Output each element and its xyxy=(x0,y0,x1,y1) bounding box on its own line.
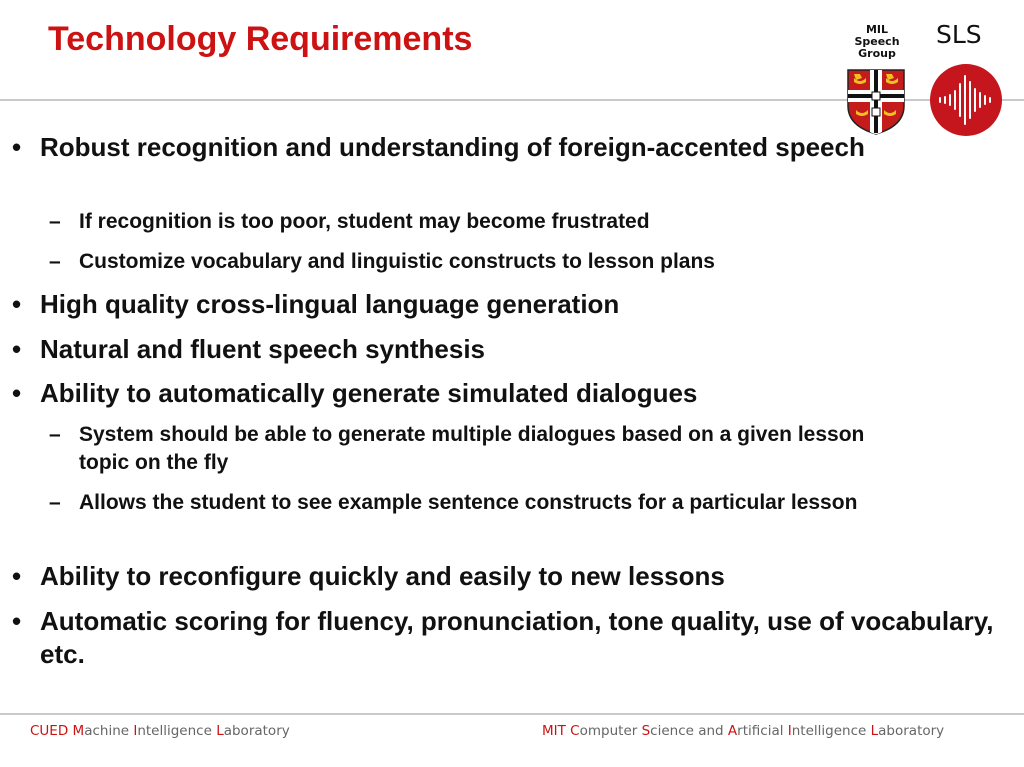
footer-text: rtificial xyxy=(737,723,788,739)
bullet-text: System should be able to generate multiple dialogues based on a given lesson topic on the fly xyxy=(79,423,865,474)
footer-text: omputer xyxy=(579,723,642,739)
footer-mit-csail xyxy=(542,723,944,739)
bullet-item xyxy=(12,560,920,593)
bullet-item xyxy=(12,605,1000,671)
footer-initial: L xyxy=(870,723,879,739)
footer-text: aboratory xyxy=(223,723,290,739)
sub-bullet-item xyxy=(49,248,909,276)
footer-cued-lab xyxy=(30,723,290,739)
footer-text: aboratory xyxy=(878,723,945,739)
bullet-mark: • xyxy=(12,561,22,591)
mil-label-line: MIL xyxy=(865,23,889,36)
bullet-item xyxy=(12,377,920,410)
mil-label-line: Speech xyxy=(854,35,900,48)
bullet-item xyxy=(12,131,920,164)
footer-initial: C xyxy=(570,723,580,739)
bullet-mark: • xyxy=(12,606,22,636)
bottom-divider xyxy=(0,713,1024,715)
bullet-mark: • xyxy=(12,289,22,319)
bullet-text: Robust recognition and understanding of foreign-accented speech xyxy=(40,132,865,162)
footer-initial: I xyxy=(133,723,138,739)
footer-text: ntelligence xyxy=(137,723,217,739)
mil-label-line: Group xyxy=(858,47,896,60)
mil-speech-group-label xyxy=(846,24,908,60)
sub-bullet-item xyxy=(49,489,909,517)
bullet-mark: • xyxy=(12,334,22,364)
sub-bullet-item xyxy=(49,208,909,236)
footer-initial: L xyxy=(216,723,224,739)
dash-mark: – xyxy=(49,491,61,514)
footer-initial: MIT xyxy=(542,723,571,739)
bullet-text: If recognition is too poor, student may become frustrated xyxy=(79,210,650,233)
footer-initial: M xyxy=(72,723,85,739)
bullet-text: Customize vocabulary and linguistic constructs to lesson plans xyxy=(79,250,715,273)
dash-mark: – xyxy=(49,210,61,233)
bullet-text: High quality cross-lingual language generation xyxy=(40,289,620,319)
footer-initial: I xyxy=(787,723,792,739)
bullet-mark: • xyxy=(12,132,22,162)
dash-mark: – xyxy=(49,250,61,273)
footer-initial: A xyxy=(727,723,738,739)
footer-initial: CUED xyxy=(30,723,73,739)
footer-text: cience and xyxy=(650,723,728,739)
footer-initial: S xyxy=(641,723,651,739)
bullet-text: Ability to reconfigure quickly and easily to new lessons xyxy=(40,561,725,591)
slide-title: Technology Requirements xyxy=(48,20,473,58)
bullet-item xyxy=(12,333,920,366)
bullet-text: Automatic scoring for fluency, pronunciation, tone quality, use of vocabulary, etc. xyxy=(40,606,994,669)
dash-mark: – xyxy=(49,423,61,446)
bullet-text: Natural and fluent speech synthesis xyxy=(40,334,486,364)
bullet-text: Ability to automatically generate simulated dialogues xyxy=(40,378,698,408)
sls-waveform-logo-icon xyxy=(930,64,1002,136)
sub-bullet-item xyxy=(49,421,909,477)
sls-label: SLS xyxy=(936,20,982,49)
bullet-item xyxy=(12,288,920,321)
cambridge-crest-icon xyxy=(846,68,906,136)
bullet-mark: • xyxy=(12,378,22,408)
bullet-text: Allows the student to see example sentence constructs for a particular lesson xyxy=(79,491,858,514)
footer-text: achine xyxy=(84,723,134,739)
footer-text: ntelligence xyxy=(791,723,871,739)
